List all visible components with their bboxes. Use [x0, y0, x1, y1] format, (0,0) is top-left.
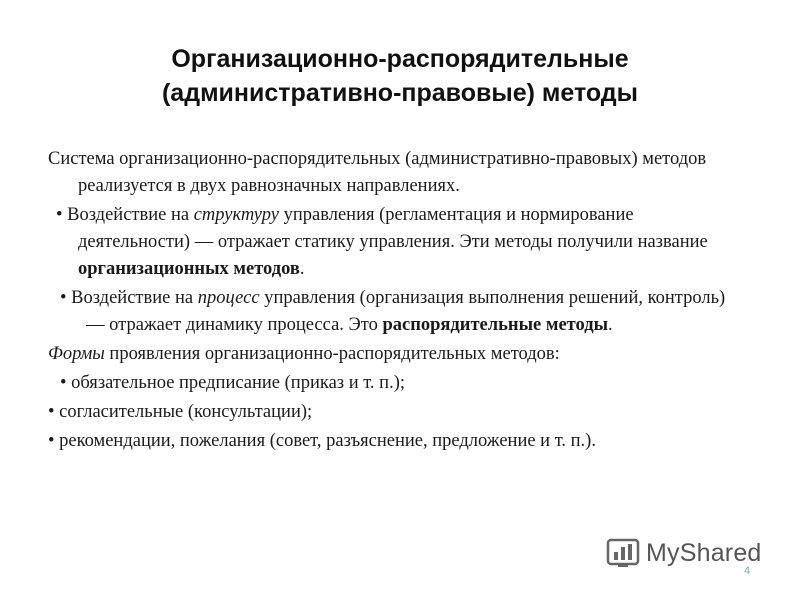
bullet-process [52, 285, 748, 339]
slide-body [48, 146, 748, 455]
bullet-mark: • [56, 205, 63, 225]
bullet-text-end: . [299, 259, 305, 279]
page-number: 4 [744, 565, 751, 577]
myshared-logo [606, 536, 762, 570]
list-item: • согласительные (консультации); [48, 402, 313, 422]
italic-term-structure: структуру [193, 205, 279, 225]
bullet-mark: • [60, 288, 67, 308]
logo-text: MyShared [646, 538, 762, 567]
slide-title [0, 42, 800, 110]
forms-heading [48, 341, 748, 368]
bold-term-disp-methods: распорядительные методы [382, 315, 609, 335]
intro-paragraph: Система организационно-распорядительных (административно-правовых) методов реализуется в двух равнозначных направлениях. [48, 149, 707, 196]
bold-term-org-methods: организационных методов [78, 259, 300, 279]
bullet-structure [48, 202, 748, 283]
bullet-text-mid: управления (организация выполнения решений, контроль) — отражает динамику процесса. Это [86, 288, 726, 335]
forms-text: проявления организационно-распорядительных методов: [104, 344, 560, 364]
bullet-text-pre: Воздействие на [71, 288, 198, 308]
list-item: • рекомендации, пожелания (совет, разъяснение, предложение и т. п.). [48, 431, 596, 451]
bullet-text-pre: Воздействие на [67, 205, 194, 225]
myshared-logo-icon [606, 536, 640, 570]
bullet-text-mid: управления (регламентация и нормирование деятельности) — отражает статику управления. Эти методы получили название [78, 205, 708, 252]
italic-term-forms: Формы [48, 344, 105, 364]
title-line-2: (административно-правовые) методы [161, 79, 639, 107]
bullet-text-end: . [608, 315, 613, 335]
list-item: • обязательное предписание (приказ и т. п.); [60, 373, 406, 393]
title-line-1: Организационно-распорядительные [171, 45, 629, 73]
italic-term-process: процесс [197, 288, 260, 308]
